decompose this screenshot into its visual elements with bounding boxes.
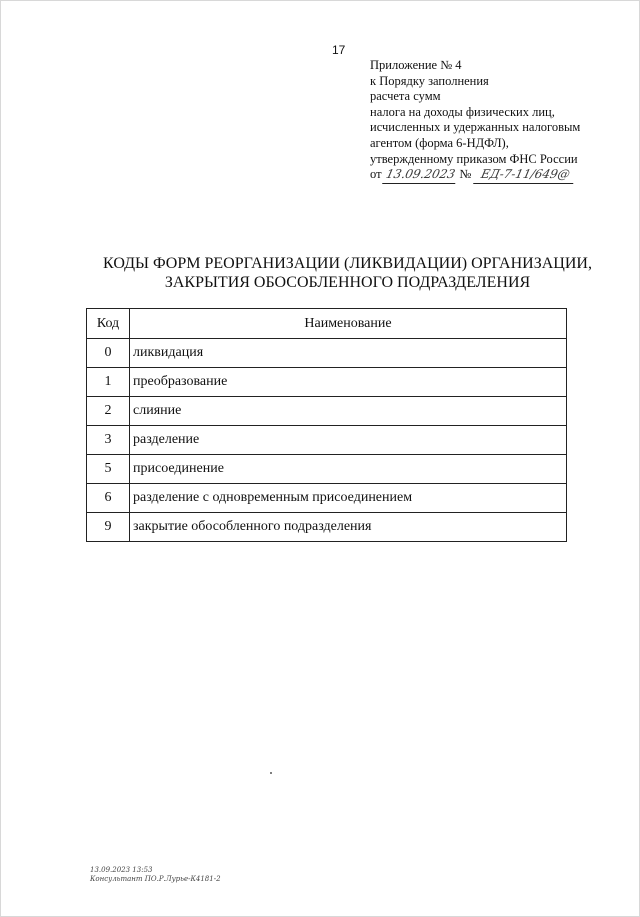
appendix-block xyxy=(370,58,610,184)
row-code: 5 xyxy=(87,455,130,484)
from-label: от xyxy=(370,167,382,182)
row-name: разделение xyxy=(130,426,567,455)
handwritten-order-number: ЕД-7-11/649@ xyxy=(474,167,578,184)
codes-table xyxy=(86,308,567,542)
appendix-line: Приложение № 4 xyxy=(370,58,462,72)
table-row xyxy=(87,513,567,542)
document-title xyxy=(60,255,635,292)
title-line-2: ЗАКРЫТИЯ ОБОСОБЛЕННОГО ПОДРАЗДЕЛЕНИЯ xyxy=(164,273,531,291)
table-row xyxy=(87,339,567,368)
footer-source: Консультант ПО.Р.Лурье-К4181-2 xyxy=(90,875,221,883)
number-label: № xyxy=(459,167,472,182)
row-code: 6 xyxy=(87,484,130,513)
table-row xyxy=(87,455,567,484)
row-code: 9 xyxy=(87,513,130,542)
table-row xyxy=(87,368,567,397)
row-name: разделение с одновременным присоединением xyxy=(130,484,567,513)
row-code: 2 xyxy=(87,397,130,426)
row-code: 3 xyxy=(87,426,130,455)
table-header-row xyxy=(87,309,567,339)
row-name: закрытие обособленного подразделения xyxy=(130,513,567,542)
footer-timestamp: 13.09.2023 13:53 xyxy=(90,866,153,874)
order-date-number-row xyxy=(370,167,610,184)
row-code: 1 xyxy=(87,368,130,397)
appendix-line: к Порядку заполнения xyxy=(370,73,489,88)
header-code: Код xyxy=(87,309,130,339)
table-row xyxy=(87,484,567,513)
title-line-1: КОДЫ ФОРМ РЕОРГАНИЗАЦИИ (ЛИКВИДАЦИИ) ОРГАНИЗАЦИИ, xyxy=(103,255,592,272)
header-name: Наименование xyxy=(130,309,567,339)
appendix-line: налога на доходы физических лиц, xyxy=(370,104,555,119)
row-name: слияние xyxy=(130,397,567,426)
footer-stamp xyxy=(90,866,221,884)
row-name: ликвидация xyxy=(130,339,567,368)
appendix-line: исчисленных и удержанных налоговым xyxy=(370,120,581,135)
scan-speck xyxy=(270,772,272,774)
appendix-line: расчета сумм xyxy=(370,89,441,104)
page-number: 17 xyxy=(332,43,346,57)
appendix-line: агентом (форма 6-НДФЛ), xyxy=(370,135,509,150)
row-code: 0 xyxy=(87,339,130,368)
row-name: преобразование xyxy=(130,368,567,397)
row-name: присоединение xyxy=(130,455,567,484)
appendix-line: утвержденному приказом ФНС России xyxy=(370,151,578,166)
table-row xyxy=(87,397,567,426)
table-row xyxy=(87,426,567,455)
handwritten-date: 13.09.2023 xyxy=(382,167,458,184)
